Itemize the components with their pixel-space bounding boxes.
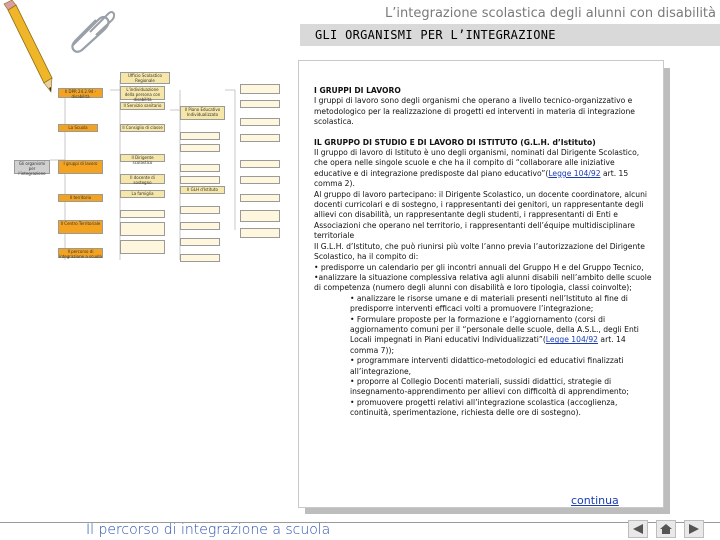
home-icon bbox=[659, 523, 673, 535]
diagram-box-small bbox=[240, 134, 280, 142]
diagram-box-small bbox=[180, 176, 220, 184]
diagram-box: L'individuazione della persona con disabilità bbox=[120, 86, 165, 100]
diagram-box-small bbox=[240, 228, 280, 238]
list-item: • analizzare le risorse umane e di materiali presenti nell’Istituto al fine di predisporre interventi efficaci volti a promuovere l’integrazione; bbox=[350, 293, 628, 314]
paragraph: Al gruppo di lavoro partecipano: il Dirigente Scolastico, un docente coordinatore, alcuni docenti curricolari e di sostegno, i rappresentanti dei genitori, un rappresentante degli allievi con disabilità, un rappresentante degli studenti, i rappresentanti di Enti e Associazioni che operano nel territorio, i rappresentanti dell’équipe multidisciplinare territoriale bbox=[314, 189, 647, 241]
diagram-box-small bbox=[180, 132, 220, 140]
diagram-box-small bbox=[240, 194, 280, 202]
section-heading: I GRUPPI DI LAVORO bbox=[314, 86, 401, 95]
diagram-box: Il DPR 24.2.94 - disabilità bbox=[58, 88, 103, 98]
diagram-box: Il GLH d'Istituto bbox=[180, 186, 225, 194]
diagram-box-small bbox=[180, 164, 220, 172]
diagram-box-small bbox=[240, 210, 280, 222]
diagram-box: La famiglia bbox=[120, 190, 165, 198]
page-header-title: L’integrazione scolastica degli alunni con disabilità bbox=[385, 6, 716, 21]
list-item: • promuovere progetti relativi all’integrazione scolastica (accoglienza, continuità, sperimentazione, richiesta delle ore di sostegno). bbox=[350, 397, 618, 418]
home-button[interactable] bbox=[656, 520, 676, 538]
diagram-box: Ufficio Scolastico Regionale bbox=[120, 72, 170, 84]
diagram-box: I gruppi di lavoro bbox=[58, 160, 103, 174]
diagram-box: Il territorio bbox=[58, 194, 103, 202]
diagram-box-small bbox=[180, 238, 220, 246]
paragraph: I gruppi di lavoro sono degli organismi che operano a livello tecnico-organizzativo e metodologico per la realizzazione di progetti ed interventi in materia di integrazione scolastica. bbox=[314, 96, 635, 127]
concept-map bbox=[10, 70, 290, 270]
diagram-box-small bbox=[120, 240, 165, 254]
diagram-box-small bbox=[240, 176, 280, 184]
diagram-box-small bbox=[240, 84, 280, 94]
paragraph: • predisporre un calendario per gli incontri annuali del Gruppo H e del Gruppo Tecnico, bbox=[314, 262, 644, 272]
page-subtitle: GLI ORGANISMI PER L’INTEGRAZIONE bbox=[315, 28, 556, 42]
section-heading: IL GRUPPO DI STUDIO E DI LAVORO DI ISTITUTO (G.L.H. d’Istituto) bbox=[314, 137, 596, 147]
diagram-box-small bbox=[240, 160, 280, 168]
diagram-box-small bbox=[180, 206, 220, 214]
diagram-box: Il docente di sostegno bbox=[120, 174, 165, 184]
continue-link[interactable]: continua bbox=[571, 494, 619, 507]
list-item: • proporre al Collegio Docenti materiali, sussidi didattici, strategie di insegnamento-apprendimento per allievi con difficoltà di apprendimento; bbox=[350, 376, 629, 397]
legge-link[interactable]: Legge 104/92 bbox=[548, 168, 601, 178]
diagram-box-small bbox=[180, 144, 220, 152]
list-item: • programmare interventi didattico-metodologici ed educativi finalizzati all’integrazione, bbox=[350, 356, 624, 376]
diagram-box-small bbox=[240, 118, 280, 126]
diagram-box: Il Servizio sanitario bbox=[120, 102, 165, 110]
paragraph: Il G.L.H. d’Istituto, che può riunirsi più volte l’anno previa l’autorizzazione del Dirigente Scolastico, ha il compito di: bbox=[314, 241, 645, 262]
content-text bbox=[314, 86, 654, 419]
diagram-box-small bbox=[240, 100, 280, 108]
diagram-box: La Scuola bbox=[58, 124, 98, 132]
diagram-box: Gli organismi per l'integrazione bbox=[14, 160, 50, 174]
list-item: • Formulare proposte per la formazione e l’aggiornamento (corsi di aggiornamento comuni per il “personale delle scuole, della A.S.L., degli Enti Locali impegnati in Piani educativi Individualizzati”(Legge 104/92 art. 14 comma 7)); bbox=[350, 314, 639, 355]
diagram-box-small bbox=[180, 254, 220, 262]
paragraph: •analizzare la situazione complessiva relativa agli alunni disabili nell’ambito delle scuole di competenza (numero degli alunni con disabilità e loro tipologia, classi coinvolte); bbox=[314, 272, 652, 293]
diagram-box: Il Dirigente scolastico bbox=[120, 154, 165, 162]
back-button[interactable] bbox=[628, 520, 648, 538]
forward-button[interactable] bbox=[684, 520, 704, 538]
paperclip-icon-2 bbox=[88, 10, 116, 36]
diagram-box-small bbox=[180, 222, 220, 230]
diagram-box: Il percorso di integrazione a scuola bbox=[59, 249, 102, 259]
diagram-box: Il Piano Educativo Individualizzato bbox=[180, 106, 225, 120]
legge-link[interactable]: Legge 104/92 bbox=[545, 335, 598, 345]
forward-icon bbox=[687, 523, 701, 535]
diagram-box: Il Consiglio di classe bbox=[120, 124, 165, 132]
paragraph: Il gruppo di lavoro di Istituto è uno degli organismi, nominati dal Dirigente Scolastico, che opera nelle singole scuole e che ha il compito di “collaborare alle iniziative educative e di integrazione predisposte dal piano educativo”(Legge 104/92 art. 15 comma 2). bbox=[314, 148, 640, 189]
back-icon bbox=[631, 523, 645, 535]
diagram-box-small bbox=[120, 210, 165, 218]
diagram-box-small bbox=[120, 222, 165, 236]
diagram-box: Il Centro Territoriale bbox=[58, 220, 103, 234]
bullet-list bbox=[314, 294, 654, 419]
footer-title: Il percorso di integrazione a scuola bbox=[86, 522, 331, 538]
